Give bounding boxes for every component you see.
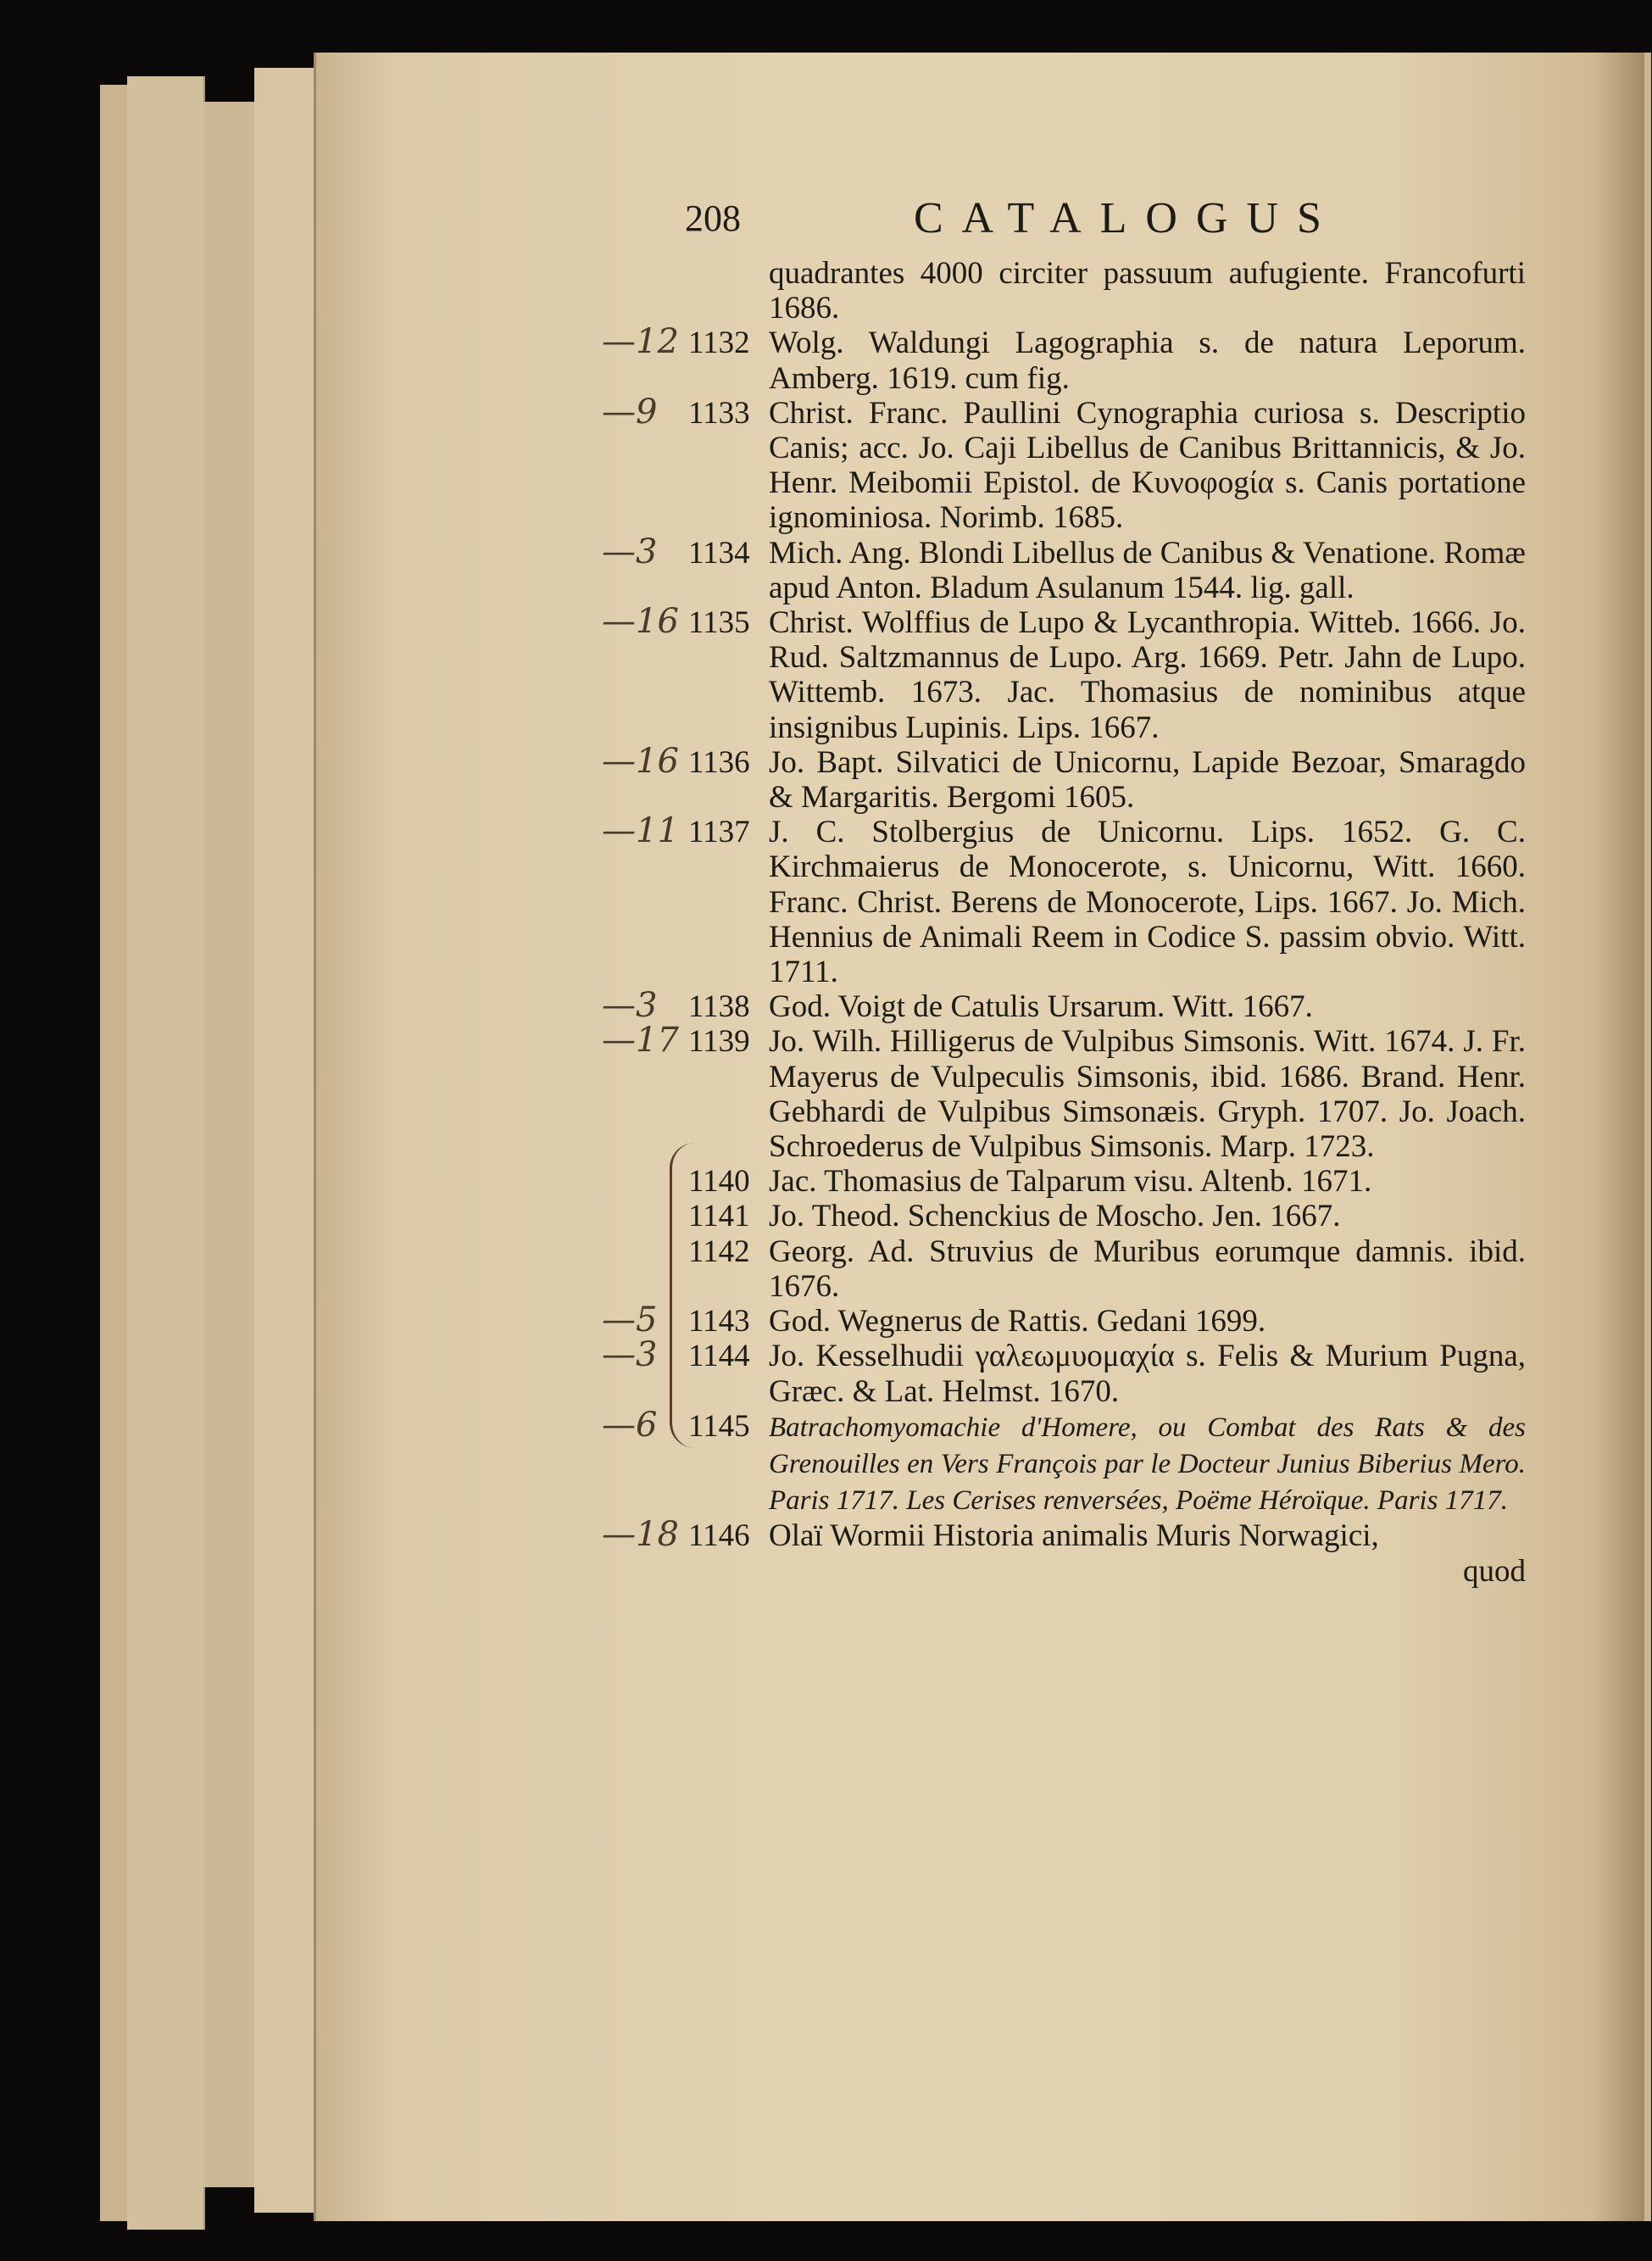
entry-number: 1143: [688, 1304, 750, 1339]
catalogue-entry: [688, 1339, 1526, 1408]
entry-number: 1146: [688, 1518, 750, 1554]
catalogue-entry: [688, 326, 1526, 395]
margin-price-mark: —16: [602, 602, 679, 641]
catalogue-entry: [688, 989, 1526, 1024]
page-title: CATALOGUS: [914, 194, 1340, 242]
entry-text: God. Wegnerus de Rattis. Gedani 1699.: [769, 1304, 1266, 1339]
catalogue-entry: [688, 815, 1526, 989]
entry-text: Jo. Bapt. Silvatici de Unicornu, Lapide Bezoar, Smaragdo & Margaritis. Bergomi 1605.: [769, 744, 1526, 816]
entry-text: Jo. Wilh. Hilligerus de Vulpibus Simsonis. Witt. 1674. J. Fr. Mayerus de Vulpeculis Simsonis, ibid. 1686. Brand. Henr. Gebhardi de Vulpibus Simsonæis. Gryph. 1707. Jo. Joach. Schroederus de Vulpibus Simsonis. Marp. 1723.: [769, 1024, 1526, 1165]
entry-number: 1138: [688, 989, 750, 1025]
gutter-shadow: [1594, 53, 1644, 2221]
entry-number: 1135: [688, 605, 750, 641]
catalogue-entry: [688, 745, 1526, 815]
catalogue-entry: [688, 1199, 1526, 1234]
entry-number: 1141: [688, 1199, 750, 1234]
entry-number: 1140: [688, 1164, 750, 1200]
margin-price-mark: —3: [602, 1335, 658, 1374]
entry-number: 1142: [688, 1234, 750, 1269]
entry-text: God. Voigt de Catulis Ursarum. Witt. 1667.: [769, 989, 1313, 1025]
entry-number: 1139: [688, 1024, 750, 1060]
entry-text: Jo. Theod. Schenckius de Moscho. Jen. 1667.: [769, 1199, 1341, 1234]
entry-text: Wolg. Waldungi Lagographia s. de natura Leporum. Amberg. 1619. cum fig.: [769, 326, 1526, 396]
page-edge: [127, 76, 205, 2230]
running-header: [685, 193, 1532, 244]
catalogue-entry: [688, 536, 1526, 605]
entry-text: Jo. Kesselhudii γαλεωμυομαχία s. Felis & Murium Pugna, Græc. & Lat. Helmst. 1670.: [769, 1339, 1526, 1409]
catalogue-entry: [688, 1024, 1526, 1164]
margin-price-mark: —12: [602, 322, 679, 361]
margin-price-mark: —3: [602, 986, 658, 1025]
entry-text: J. C. Stolbergius de Unicornu. Lips. 1652. G. C. Kirchmaierus de Monocerote, s. Unicornu, Witt. 1660. Franc. Christ. Berens de Monocerote, Lips. 1667. Jo. Mich. Hennius de Animali Reem in Codice S. passim obvio. Witt. 1711.: [769, 815, 1526, 990]
entry-number: 1145: [688, 1408, 750, 1444]
entry-number: 1133: [688, 395, 750, 431]
margin-price-mark: —18: [602, 1515, 679, 1554]
entry-text: Jac. Thomasius de Talparum visu. Altenb. 1671.: [769, 1164, 1372, 1200]
catalogue-entry: [688, 396, 1526, 536]
catalogue-entry: [688, 1234, 1526, 1304]
catalogue-entry: [688, 256, 1526, 326]
entry-text: quadrantes 4000 circiter passuum aufugiente. Francofurti 1686.: [769, 256, 1526, 326]
entry-text: Christ. Franc. Paullini Cynographia curiosa s. Descriptio Canis; acc. Jo. Caji Libellus de Canibus Brittannicis, & Jo. Henr. Meibomii Epistol. de Κυνοφοgία s. Canis portatione ignominiosa. Norimb. 1685.: [769, 395, 1526, 536]
margin-price-mark: —6: [602, 1406, 658, 1445]
margin-price-mark: —5: [602, 1300, 658, 1339]
entry-text: Christ. Wolffius de Lupo & Lycanthropia. Witteb. 1666. Jo. Rud. Saltzmannus de Lupo. Arg. 1669. Petr. Jahn de Lupo. Wittemb. 1673. Jac. Thomasius de nominibus atque insignibus Lupinis. Lips. 1667.: [769, 605, 1526, 745]
entry-number: 1137: [688, 815, 750, 850]
page-number: 208: [685, 198, 741, 239]
catchword: quod: [1463, 1553, 1526, 1589]
margin-price-mark: —16: [602, 742, 679, 781]
margin-price-mark: —17: [602, 1021, 679, 1060]
entry-text: Olaï Wormii Historia animalis Muris Norwagici,: [769, 1518, 1379, 1554]
entry-number: 1136: [688, 744, 750, 780]
margin-price-mark: —11: [602, 811, 679, 850]
entry-number: 1134: [688, 535, 750, 571]
margin-price-mark: —9: [602, 393, 658, 432]
entry-number: 1132: [688, 326, 750, 361]
catalogue-entry: [688, 1164, 1526, 1199]
catalogue-entries: [688, 256, 1526, 1589]
entry-text: Batrachomyomachie d'Homere, ou Combat des Rats & des Grenouilles en Vers François par le Docteur Junius Biberius Mero. Paris 1717. Les Cerises renversées, Poëme Héroïque. Paris 1717.: [769, 1412, 1526, 1517]
margin-price-mark: —3: [602, 532, 658, 571]
entry-number: 1144: [688, 1339, 750, 1374]
catalogue-entry: [688, 1304, 1526, 1339]
entry-text: Mich. Ang. Blondi Libellus de Canibus & Venatione. Romæ apud Anton. Bladum Asulanum 1544. lig. gall.: [769, 535, 1526, 605]
catalogue-entry: [688, 605, 1526, 745]
entry-text: Georg. Ad. Struvius de Muribus eorumque damnis. ibid. 1676.: [769, 1234, 1526, 1304]
catalogue-entry: [688, 1518, 1526, 1553]
catalogue-entry: [688, 1409, 1526, 1519]
